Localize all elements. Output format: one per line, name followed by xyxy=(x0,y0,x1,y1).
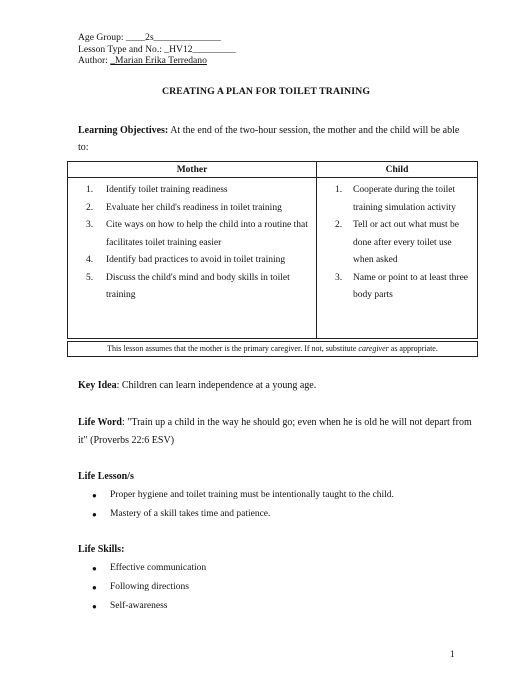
life-word-label: Life Word xyxy=(78,417,122,428)
life-skills-list xyxy=(78,559,478,616)
author-value: _Marian Erika Terredano xyxy=(110,55,207,67)
notice-text-end: as appropriate. xyxy=(388,344,438,353)
list-item: 1. Cooperate during the toilet training simulation activity xyxy=(335,185,456,213)
list-item: 3. Name or point to at least three body parts xyxy=(335,272,469,300)
mother-column-header: Mother xyxy=(68,162,317,178)
key-idea-label: Key Idea xyxy=(78,380,117,391)
mother-objectives-cell xyxy=(68,178,317,339)
caregiver-notice xyxy=(67,341,478,357)
life-lessons-label: Life Lesson/s xyxy=(78,471,134,482)
life-lessons-list xyxy=(78,486,478,524)
page-number: 1 xyxy=(450,650,455,660)
objectives-label: Learning Objectives: xyxy=(78,125,169,136)
notice-text: This lesson assumes that the mother is the primary caregiver. If not, substitute xyxy=(107,344,359,353)
list-item: ● Effective communication xyxy=(78,559,478,578)
bullet-icon: ● xyxy=(92,491,97,500)
notice-italic-word: caregiver xyxy=(358,344,389,353)
page-title: CREATING A PLAN FOR TOILET TRAINING xyxy=(161,86,371,97)
bullet-icon: ● xyxy=(92,510,97,519)
list-item: 2. Evaluate her child's readiness in toilet training xyxy=(86,202,282,213)
list-item: ● Mastery of a skill takes time and patience. xyxy=(78,505,478,524)
bullet-icon: ● xyxy=(92,583,97,592)
list-item: ● Self-awareness xyxy=(78,597,478,616)
age-group-value: ____2s______________ xyxy=(125,32,221,43)
life-lessons xyxy=(78,468,478,524)
life-skills-label: Life Skills: xyxy=(78,544,125,555)
author-row xyxy=(78,55,236,67)
bullet-icon: ● xyxy=(92,564,97,573)
child-objectives-list xyxy=(323,182,471,305)
child-column-header: Child xyxy=(317,162,478,178)
key-idea-text: : Children can learn independence at a young age. xyxy=(116,380,317,391)
age-group-label: Age Group: xyxy=(78,32,126,43)
life-word-text: : "Train up a child in the way he should go; even when he is old he will not depart from it" (Proverbs 22:6 ESV) xyxy=(78,417,472,446)
lesson-type-value: _HV12_________ xyxy=(164,43,236,55)
life-word xyxy=(78,414,478,450)
life-skills xyxy=(78,541,478,616)
lesson-type-row xyxy=(78,44,236,56)
objectives-table xyxy=(67,161,478,339)
list-item: 1. Identify toilet training readiness xyxy=(86,185,228,195)
learning-objectives xyxy=(78,122,470,156)
age-group-row xyxy=(78,32,236,44)
lesson-metadata xyxy=(78,32,236,67)
lesson-type-label: Lesson Type and No.: xyxy=(78,43,165,55)
child-objectives-cell xyxy=(317,178,478,339)
bullet-icon: ● xyxy=(92,602,97,611)
list-item: 2. Tell or act out what must be done after every toilet use when asked xyxy=(335,220,459,265)
list-item: 4. Identify bad practices to avoid in toilet training xyxy=(86,255,286,265)
mother-objectives-list xyxy=(74,182,310,305)
author-label: Author: xyxy=(78,55,111,67)
objectives-text: At the end of the two-hour session, the mother and the child will be able to: xyxy=(78,125,460,153)
list-item: ● Following directions xyxy=(78,578,478,597)
list-item: ● Proper hygiene and toilet training must be intentionally taught to the child. xyxy=(78,486,478,505)
key-idea xyxy=(78,377,478,395)
list-item: 5. Discuss the child's mind and body skills in toilet training xyxy=(86,272,290,300)
list-item: 3. Cite ways on how to help the child into a routine that facilitates toilet training easier xyxy=(86,220,308,248)
